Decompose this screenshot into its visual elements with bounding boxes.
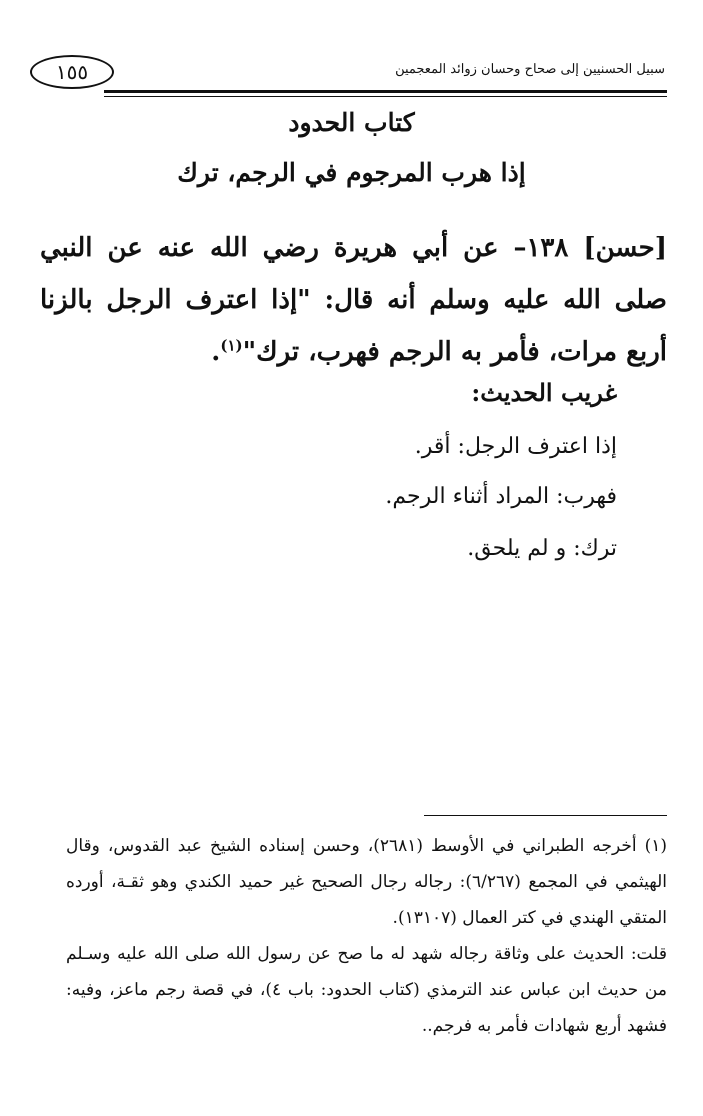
- gloss-item: إذا اعترف الرجل: أقر.: [414, 434, 617, 459]
- gloss-item: فهرب: المراد أثناء الرجم.: [385, 484, 617, 509]
- page-number: ١٥٥: [55, 60, 89, 84]
- footnote-ref: (١): [220, 336, 243, 355]
- page-number-badge: [30, 55, 114, 89]
- footnote-1: (١) أخرجه الطبراني في الأوسط (٢٦٨١)، وحسن إسناده الشيخ عبد القدوس، وقال الهيثمي في المجمع (٦/٢٦٧): رجاله رجال الصحيح غير حميد الكندي وهو ثقـة، أورده المتقي الهندي في كتر العمال (١٣١٠٧).: [66, 836, 667, 928]
- footnote-comment: قلت: الحديث على وثاقة رجاله شهد له ما صح عن رسول الله صلى الله عليه وسـلم من حديث ابن عباس عند الترمذي (كتاب الحدود: باب ٤)، في قصة رجم ماعز، وفيه: فشهد أربع شهادات فأمر به فرجم..: [66, 944, 667, 1036]
- footnote-separator: [424, 815, 667, 816]
- hadith-body: ١٣٨– عن أبي هريرة رضي الله عنه عن النبي صلى الله عليه وسلم أنه قال: "إذا اعترف الرجل بالزنا أربع مرات، فأمر به الرجم فهرب، ترك": [40, 233, 667, 367]
- gloss-heading: غريب الحديث:: [471, 378, 617, 407]
- hadith-end: .: [211, 337, 221, 367]
- book-title: كتاب الحدود: [288, 108, 415, 137]
- gloss-item: ترك: و لم يلحق.: [467, 536, 617, 561]
- footnotes: [66, 828, 667, 1044]
- hadith-grade: [حسن]: [583, 233, 667, 263]
- running-header: سبيل الحسنيين إلى صحاح وحسان زوائد المعجمين: [395, 62, 665, 77]
- header-rule-thin: [104, 96, 667, 97]
- chapter-title: إذا هرب المرجوم في الرجم، ترك: [177, 158, 526, 187]
- hadith-text: [40, 222, 667, 378]
- header-rule-thick: [104, 90, 667, 93]
